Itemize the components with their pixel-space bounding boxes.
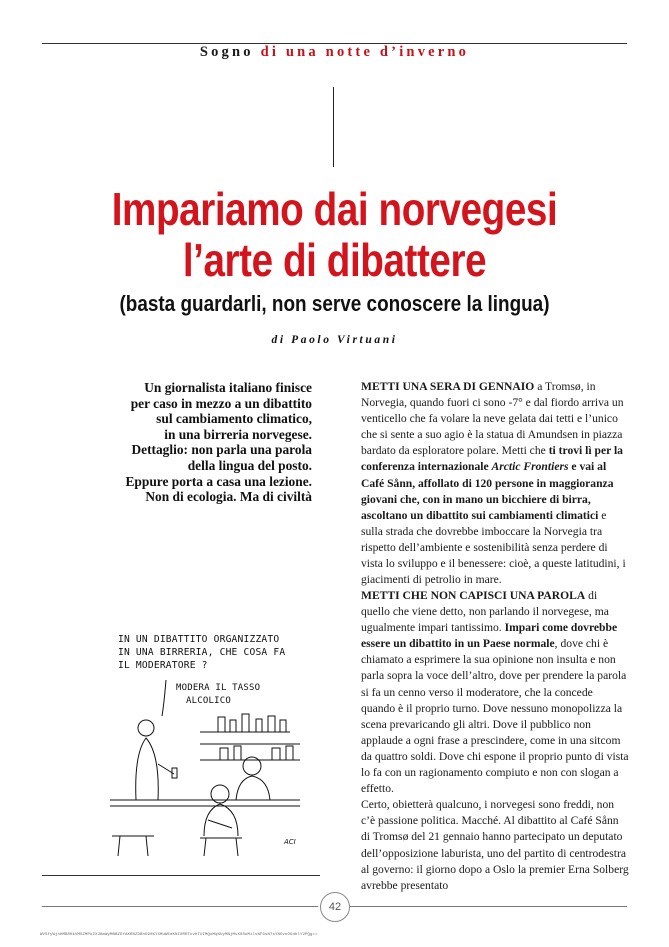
para1-bold2: e vai al Café Sånn, affollato di 120 persone in maggioranza giovani che, con in mano un bicchiere di birra, ascoltano un dibattito sui cambiamenti climatici: [361, 460, 614, 522]
lead-paragraph: [100, 380, 312, 505]
cartoon-illustration: [100, 624, 314, 856]
lead-line: Dettaglio: non parla una parola: [131, 442, 312, 458]
cartoon-bubble-line1: MODERA IL TASSO: [176, 683, 261, 693]
lead-line: della lingua del posto.: [187, 457, 312, 473]
para2-text1: di quello che viene detto, non parlando il norvegese, ma ugualmente impari tantissimo.: [361, 589, 609, 635]
cartoon-caption-line1: IN UN DIBATTITO ORGANIZZATO: [118, 634, 280, 645]
page-number: 42: [320, 892, 350, 922]
body-paragraph-1: [361, 379, 629, 588]
footer-rule-left: [42, 906, 318, 907]
cartoon-bubble-line2: ALCOLICO: [186, 696, 231, 706]
section-title: [0, 44, 669, 61]
lead-line: per caso in mezzo a un dibattito: [130, 395, 312, 411]
cartoon-signature: ACI: [284, 838, 296, 846]
para2-caps: METTI CHE NON CAPISCI UNA PAROLA: [361, 589, 586, 602]
left-bottom-rule: [42, 875, 320, 876]
para2-text2: , dove chi è chiamato a esprimere la sua opinione non insulta e non parla sopra la voce dell’altro, dove per prendere la parola si fa un cenno verso il moderatore, che la concede quando è il proprio turno. Dove nessuno monopolizza la scena prevaricando gli altri. Dove il pubblico non applaude a ogni frase a prescindere, come in una sitcom da quattro soldi. Dove chi espone il proprio punto di vista lo fa con un ragionamento compiuto e non con slogan a effetto.: [361, 637, 629, 796]
footer-code: WVSfyWjhHMBRHkVMSZMPkZXJKmWyMBBZDYAKRNZDBhO9XKYXMuWEeKNI0RRTcvHTUIMQoMqNUyMBjMvX0SoMilvNFGsN7oYNOvoOOdblY2PQg==: [40, 933, 318, 937]
cartoon-caption-line2: IN UNA BIRRERIA, CHE COSA FA: [118, 647, 286, 658]
para2-bold1: Impari come dovrebbe essere un dibattito in un Paese normale: [361, 621, 618, 651]
para1-text2: e sulla strada che dovrebbe imboccare la Norvegia tra rispetto dell’ambiente e sostenibilità senza perdere di vista lo sviluppo e il benessere: cioè, a queste latitudini, i giacimenti di petrolio in mare.: [361, 508, 626, 587]
para1-italic: Arctic Frontiers: [491, 460, 569, 474]
byline: di Paolo Virtuani: [271, 334, 398, 346]
lead-line: in una birreria norvegese.: [164, 426, 312, 442]
para3: Certo, obietterà qualcuno, i norvegesi sono freddi, non c’è passione politica. Macché. Al dibattito al Café Sånn di Tromsø del 21 gennaio hanno partecipato un deputato dell’opposizione laburista, uno del partito di centrodestra al governo: il giorno dopo a Oslo la premier Erna Solberg avrebbe presentato: [361, 798, 629, 892]
para1-caps: METTI UNA SERA DI GENNAIO: [361, 380, 535, 393]
bubble-tail: [162, 680, 166, 716]
lead-line: Un giornalista italiano finisce: [144, 380, 312, 395]
para1-bold1: ti trovi lì per la conferenza internazionale: [361, 444, 623, 474]
para1-text1: a Tromsø, in Norvegia, quando fuori ci sono -7° e dal fiordo arriva un venticello che fa volare la neve gelata dai tetti e l’unico che si sente a suo agio è la statua di Amundsen in piazza bardato da esploratore polare. Metti che: [361, 380, 624, 458]
headline-line1: Impariamo dai norvegesi: [111, 183, 558, 235]
section-title-part1: Sogno: [199, 44, 254, 60]
body-paragraph-2: [361, 588, 629, 894]
lead-line: Non di ecologia. Ma di civiltà: [145, 489, 312, 505]
cartoon-caption-line3: IL MODERATORE ?: [118, 660, 208, 671]
headline-line2: l’arte di dibattere: [182, 234, 487, 286]
section-title-part2: di una notte d’inverno: [260, 44, 470, 60]
vertical-divider: [333, 87, 334, 167]
lead-line: sul cambiamento climatico,: [156, 411, 312, 427]
footer-rule-right: [350, 906, 627, 907]
lead-line: Eppure porta a casa una lezione.: [125, 473, 312, 489]
subtitle: (basta guardarli, non serve conoscere la lingua): [119, 291, 550, 316]
